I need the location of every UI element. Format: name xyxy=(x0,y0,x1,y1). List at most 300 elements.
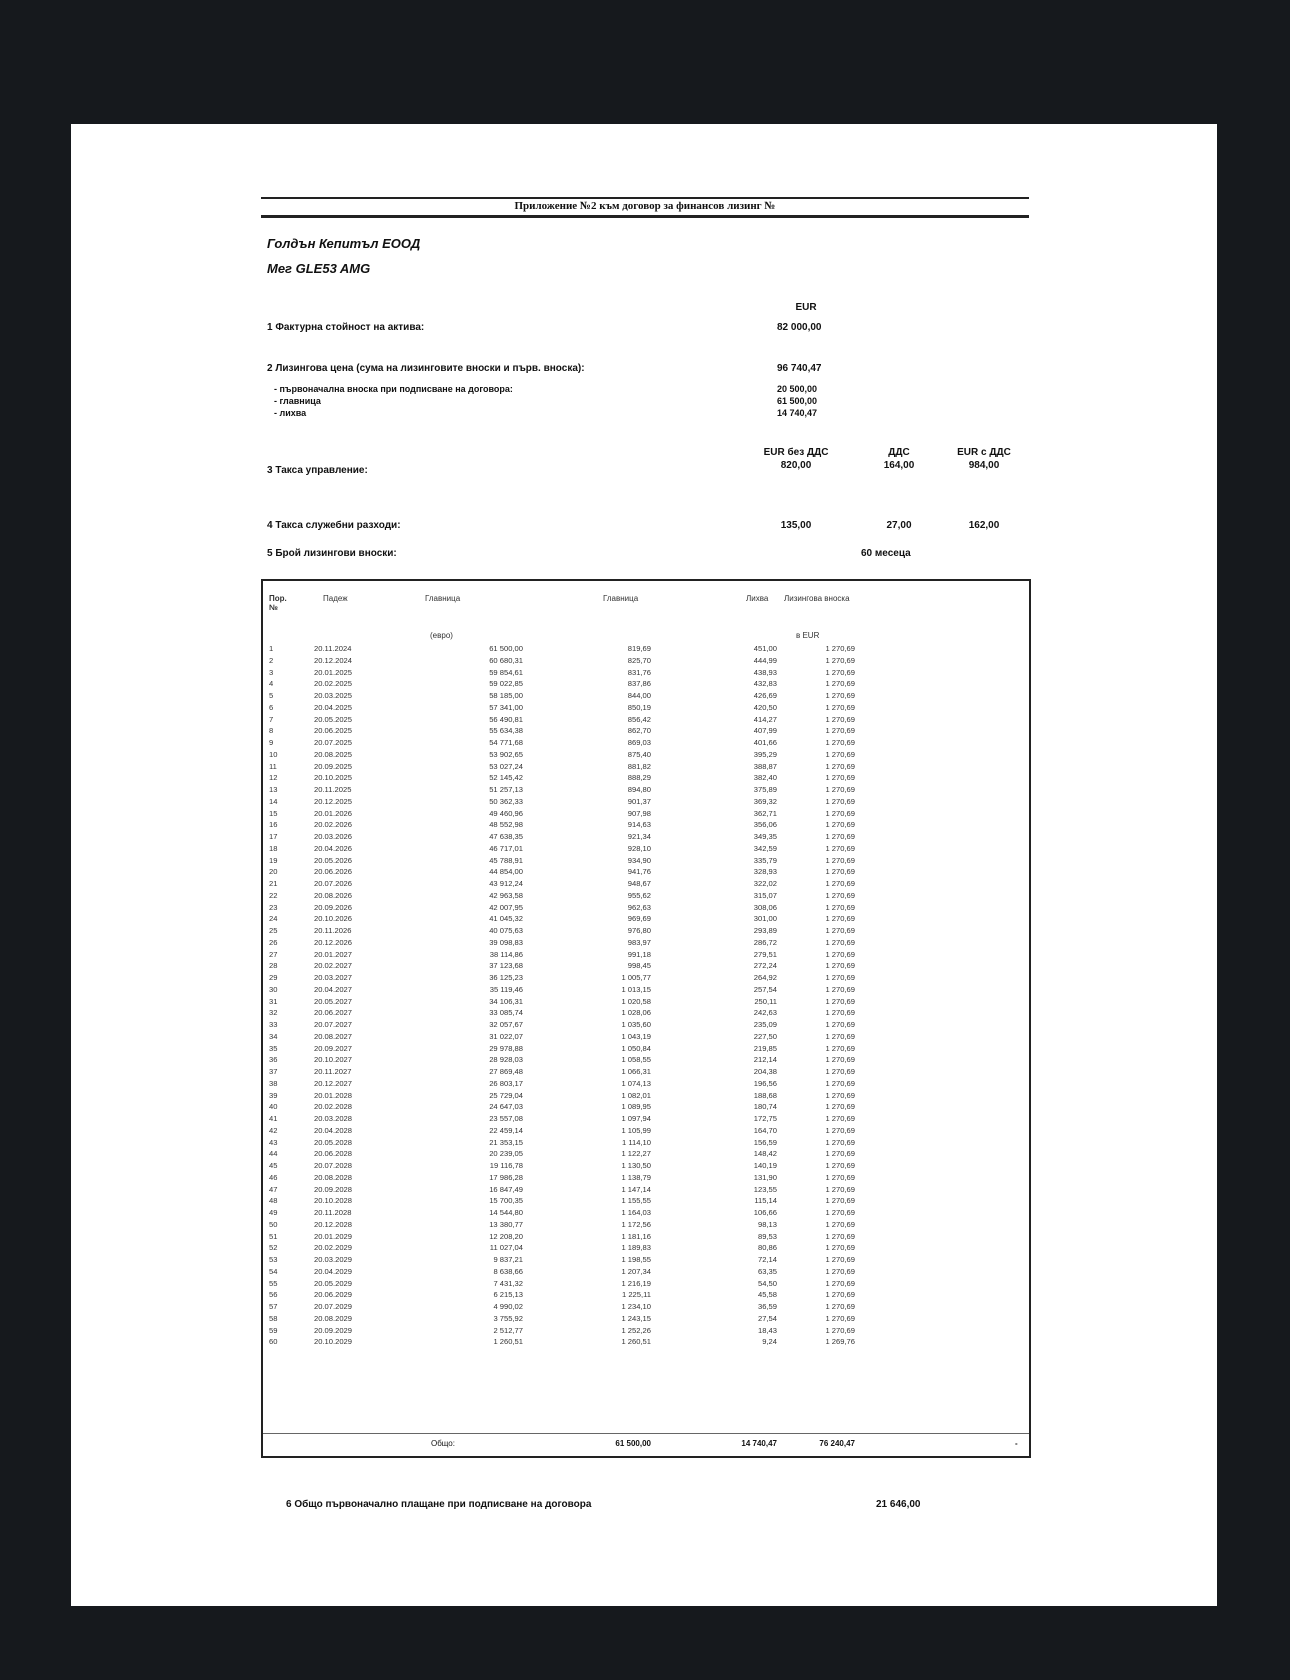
table-row xyxy=(263,1207,1029,1219)
row-no: 36 xyxy=(269,1055,278,1065)
row-principal: 907,98 xyxy=(627,808,651,818)
row-principal: 869,03 xyxy=(627,738,651,747)
table-row xyxy=(263,678,1029,690)
row-interest: 18,43 xyxy=(757,1325,777,1335)
row-lease-payment: 1 270,69 xyxy=(825,1231,855,1241)
row-interest: 362,71 xyxy=(753,808,777,818)
item6-value: 21 646,00 xyxy=(876,1499,921,1510)
schedule-table xyxy=(261,579,1031,1458)
row-lease-payment: 1 270,69 xyxy=(825,644,855,653)
row-no: 25 xyxy=(269,926,278,935)
row-principal: 1 130,50 xyxy=(621,1161,651,1170)
row-balance: 38 114,86 xyxy=(489,949,523,959)
row-balance: 15 700,35 xyxy=(489,1196,523,1206)
col-header-date: Падеж xyxy=(323,594,348,603)
table-row xyxy=(263,796,1029,808)
table-row xyxy=(263,1113,1029,1125)
row-principal: 1 181,16 xyxy=(621,1231,651,1241)
row-due-date: 20.02.2025 xyxy=(314,679,353,689)
row-lease-payment: 1 270,69 xyxy=(825,1137,855,1147)
row-due-date: 20.04.2028 xyxy=(314,1125,353,1135)
row-due-date: 20.11.2028 xyxy=(314,1208,352,1217)
row-due-date: 20.02.2029 xyxy=(314,1243,353,1253)
row-balance: 36 125,23 xyxy=(489,973,523,982)
row-principal: 1 234,10 xyxy=(621,1302,651,1311)
row-no: 37 xyxy=(269,1067,278,1076)
table-row xyxy=(263,1007,1029,1019)
row-due-date: 20.04.2025 xyxy=(314,702,353,712)
header-rule-top xyxy=(261,197,1029,199)
row-due-date: 20.08.2029 xyxy=(314,1313,353,1323)
row-balance: 45 788,91 xyxy=(489,855,523,865)
row-lease-payment: 1 270,69 xyxy=(825,691,855,700)
row-due-date: 20.02.2026 xyxy=(314,820,353,830)
document-title: Приложение №2 към договор за финансов лизинг № xyxy=(514,200,776,212)
row-interest: 315,07 xyxy=(753,890,777,900)
row-interest: 131,90 xyxy=(753,1172,777,1182)
table-row xyxy=(263,655,1029,667)
item4-label: 4 Такса служебни разходи: xyxy=(267,520,401,531)
row-due-date: 20.07.2025 xyxy=(314,738,353,747)
row-principal: 1 105,99 xyxy=(621,1125,651,1135)
item2-value: 96 740,47 xyxy=(777,363,822,374)
row-principal: 1 172,56 xyxy=(621,1219,651,1229)
row-principal: 825,70 xyxy=(627,655,651,665)
totals-label: Общо: xyxy=(431,1439,455,1448)
row-interest: 308,06 xyxy=(753,902,777,912)
row-due-date: 20.03.2028 xyxy=(314,1114,353,1123)
row-interest: 148,42 xyxy=(753,1149,777,1159)
row-no: 22 xyxy=(269,890,278,900)
table-row xyxy=(263,690,1029,702)
row-interest: 395,29 xyxy=(753,749,777,759)
row-principal: 998,45 xyxy=(627,961,651,971)
row-lease-payment: 1 270,69 xyxy=(825,973,855,982)
row-no: 59 xyxy=(269,1325,278,1335)
item5-value: 60 месеца xyxy=(861,548,911,559)
row-interest: 115,14 xyxy=(754,1196,777,1206)
row-principal: 1 050,84 xyxy=(621,1043,651,1053)
item4-net: 135,00 xyxy=(780,520,812,531)
row-interest: 54,50 xyxy=(757,1278,777,1288)
row-interest: 123,55 xyxy=(753,1184,777,1194)
row-balance: 2 512,77 xyxy=(493,1325,523,1335)
row-due-date: 20.07.2028 xyxy=(314,1161,353,1170)
row-due-date: 20.04.2029 xyxy=(314,1266,353,1276)
item1-value: 82 000,00 xyxy=(777,322,822,333)
row-lease-payment: 1 270,69 xyxy=(825,926,855,935)
row-due-date: 20.12.2027 xyxy=(314,1078,353,1088)
row-interest: 27,54 xyxy=(757,1313,777,1323)
col-header-balance: Главница xyxy=(425,594,461,603)
row-no: 17 xyxy=(269,832,278,841)
col-subheader-balance: (евро) xyxy=(430,631,453,640)
row-balance: 20 239,05 xyxy=(489,1149,523,1159)
row-due-date: 20.07.2027 xyxy=(314,1020,353,1029)
row-no: 14 xyxy=(269,796,278,806)
row-no: 47 xyxy=(269,1184,278,1194)
row-no: 51 xyxy=(269,1231,278,1241)
row-principal: 1 252,26 xyxy=(621,1325,651,1335)
row-interest: 286,72 xyxy=(753,937,777,947)
row-lease-payment: 1 270,69 xyxy=(825,1243,855,1253)
row-due-date: 20.10.2026 xyxy=(314,914,353,924)
table-row xyxy=(263,1054,1029,1066)
row-principal: 941,76 xyxy=(627,867,651,877)
row-lease-payment: 1 270,69 xyxy=(825,984,855,994)
row-principal: 962,63 xyxy=(627,902,651,912)
row-no: 8 xyxy=(269,726,274,736)
row-balance: 4 990,02 xyxy=(493,1302,523,1311)
row-due-date: 20.09.2027 xyxy=(314,1043,353,1053)
row-lease-payment: 1 270,69 xyxy=(825,1172,855,1182)
row-lease-payment: 1 270,69 xyxy=(825,796,855,806)
row-lease-payment: 1 270,69 xyxy=(825,679,855,689)
row-no: 35 xyxy=(269,1043,278,1053)
document-page xyxy=(71,124,1217,1606)
row-due-date: 20.05.2029 xyxy=(314,1278,353,1288)
table-row xyxy=(263,1019,1029,1031)
table-row xyxy=(263,1101,1029,1113)
row-interest: 72,14 xyxy=(757,1255,777,1264)
row-no: 12 xyxy=(269,773,278,783)
fee-header-net: EUR без ДДС xyxy=(763,447,829,458)
totals-interest: 14 740,47 xyxy=(741,1439,777,1448)
row-lease-payment: 1 270,69 xyxy=(825,749,855,759)
table-row xyxy=(263,902,1029,914)
row-principal: 983,97 xyxy=(627,937,651,947)
row-no: 27 xyxy=(269,949,278,959)
row-lease-payment: 1 270,69 xyxy=(825,1313,855,1323)
row-lease-payment: 1 270,69 xyxy=(825,655,855,665)
row-no: 55 xyxy=(269,1278,278,1288)
row-interest: 257,54 xyxy=(753,984,777,994)
table-row xyxy=(263,1148,1029,1160)
row-due-date: 20.07.2026 xyxy=(314,879,353,888)
row-balance: 14 544,80 xyxy=(489,1208,523,1217)
table-row xyxy=(263,1289,1029,1301)
item2-part-label: - лихва xyxy=(274,408,307,418)
row-principal: 856,42 xyxy=(627,714,651,724)
row-no: 3 xyxy=(269,667,274,677)
row-balance: 31 022,07 xyxy=(489,1031,523,1041)
row-balance: 39 098,83 xyxy=(489,937,523,947)
row-interest: 293,89 xyxy=(753,926,777,935)
row-no: 6 xyxy=(269,702,274,712)
table-row xyxy=(263,1125,1029,1137)
row-balance: 57 341,00 xyxy=(489,702,523,712)
row-due-date: 20.12.2026 xyxy=(314,937,353,947)
row-due-date: 20.01.2028 xyxy=(314,1090,353,1100)
row-balance: 56 490,81 xyxy=(489,714,523,724)
row-no: 53 xyxy=(269,1255,278,1264)
table-row xyxy=(263,784,1029,796)
row-principal: 881,82 xyxy=(627,761,651,771)
table-row xyxy=(263,1160,1029,1172)
row-principal: 1 147,14 xyxy=(621,1184,651,1194)
row-no: 60 xyxy=(269,1337,278,1347)
row-interest: 106,66 xyxy=(753,1208,777,1217)
row-balance: 52 145,42 xyxy=(489,773,523,783)
table-row xyxy=(263,984,1029,996)
row-lease-payment: 1 270,69 xyxy=(825,1055,855,1065)
row-balance: 22 459,14 xyxy=(489,1125,523,1135)
table-row xyxy=(263,808,1029,820)
row-interest: 180,74 xyxy=(753,1102,777,1112)
row-interest: 98,13 xyxy=(757,1219,777,1229)
row-lease-payment: 1 270,69 xyxy=(825,914,855,924)
row-no: 29 xyxy=(269,973,278,982)
item1-label: 1 Фактурна стойност на актива: xyxy=(267,322,425,333)
row-balance: 12 208,20 xyxy=(489,1231,523,1241)
row-principal: 875,40 xyxy=(627,749,651,759)
table-row xyxy=(263,831,1029,843)
table-row xyxy=(263,667,1029,679)
row-principal: 1 058,55 xyxy=(621,1055,651,1065)
totals-principal: 61 500,00 xyxy=(615,1439,651,1448)
row-principal: 928,10 xyxy=(627,843,651,853)
row-principal: 831,76 xyxy=(627,667,651,677)
row-principal: 1 114,10 xyxy=(622,1137,651,1147)
row-due-date: 20.12.2024 xyxy=(314,655,353,665)
row-lease-payment: 1 270,69 xyxy=(825,820,855,830)
row-interest: 444,99 xyxy=(753,655,777,665)
row-lease-payment: 1 270,69 xyxy=(825,702,855,712)
table-row xyxy=(263,937,1029,949)
row-balance: 32 057,67 xyxy=(489,1020,523,1029)
row-interest: 80,86 xyxy=(757,1243,777,1253)
row-no: 56 xyxy=(269,1290,278,1300)
row-balance: 13 380,77 xyxy=(489,1219,523,1229)
row-lease-payment: 1 269,76 xyxy=(825,1337,855,1347)
col-header-lease: Лизингова вноска xyxy=(784,594,850,603)
row-lease-payment: 1 270,69 xyxy=(825,961,855,971)
row-interest: 356,06 xyxy=(753,820,777,830)
row-interest: 342,59 xyxy=(753,843,777,853)
fee-header-vat: ДДС xyxy=(888,447,910,458)
col-subheader-lease: в EUR xyxy=(796,631,820,640)
row-no: 52 xyxy=(269,1243,278,1253)
row-principal: 921,34 xyxy=(627,832,651,841)
table-row xyxy=(263,643,1029,655)
row-principal: 955,62 xyxy=(627,890,651,900)
row-balance: 35 119,46 xyxy=(489,984,523,994)
row-no: 28 xyxy=(269,961,278,971)
row-due-date: 20.02.2028 xyxy=(314,1102,353,1112)
row-balance: 46 717,01 xyxy=(489,843,523,853)
row-balance: 41 045,32 xyxy=(489,914,523,924)
row-interest: 272,24 xyxy=(753,961,777,971)
row-due-date: 20.09.2029 xyxy=(314,1325,353,1335)
row-interest: 451,00 xyxy=(753,644,777,653)
table-row xyxy=(263,714,1029,726)
row-balance: 17 986,28 xyxy=(489,1172,523,1182)
item6-label: 6 Общо първоначално плащане при подписване на договора xyxy=(286,1499,592,1510)
row-interest: 438,93 xyxy=(753,667,777,677)
row-due-date: 20.10.2029 xyxy=(314,1337,353,1347)
row-due-date: 20.11.2026 xyxy=(314,926,352,935)
row-balance: 23 557,08 xyxy=(489,1114,523,1123)
totals-lease: 76 240,47 xyxy=(819,1439,855,1448)
row-no: 21 xyxy=(269,879,278,888)
row-due-date: 20.08.2028 xyxy=(314,1172,353,1182)
row-due-date: 20.01.2029 xyxy=(314,1231,353,1241)
table-row xyxy=(263,960,1029,972)
totals-dash: - xyxy=(1015,1439,1018,1448)
item2-label: 2 Лизингова цена (сума на лизинговите вноски и първ. вноска): xyxy=(267,363,585,374)
item2-part-value: 20 500,00 xyxy=(777,384,818,394)
row-interest: 227,50 xyxy=(753,1031,777,1041)
row-principal: 837,86 xyxy=(627,679,651,689)
row-interest: 279,51 xyxy=(753,949,777,959)
col-header-interest: Лихва xyxy=(746,594,769,603)
row-lease-payment: 1 270,69 xyxy=(825,761,855,771)
row-principal: 1 074,13 xyxy=(621,1078,651,1088)
row-interest: 382,40 xyxy=(753,773,777,783)
row-principal: 976,80 xyxy=(627,926,651,935)
row-lease-payment: 1 270,69 xyxy=(825,1008,855,1018)
col-header-principal: Главница xyxy=(603,594,639,603)
row-balance: 42 963,58 xyxy=(489,890,523,900)
table-row xyxy=(263,1090,1029,1102)
row-lease-payment: 1 270,69 xyxy=(825,785,855,794)
row-interest: 264,92 xyxy=(753,973,777,982)
row-principal: 819,69 xyxy=(627,644,651,653)
row-no: 54 xyxy=(269,1266,278,1276)
row-no: 9 xyxy=(269,738,274,747)
row-interest: 349,35 xyxy=(753,832,777,841)
row-lease-payment: 1 270,69 xyxy=(825,890,855,900)
row-interest: 250,11 xyxy=(754,996,777,1006)
row-interest: 156,59 xyxy=(753,1137,777,1147)
row-interest: 426,69 xyxy=(753,691,777,700)
row-due-date: 20.05.2027 xyxy=(314,996,353,1006)
row-principal: 1 013,15 xyxy=(621,984,651,994)
row-balance: 58 185,00 xyxy=(489,691,523,700)
row-due-date: 20.06.2027 xyxy=(314,1008,353,1018)
row-balance: 49 460,96 xyxy=(489,808,523,818)
row-lease-payment: 1 270,69 xyxy=(825,667,855,677)
row-due-date: 20.08.2027 xyxy=(314,1031,353,1041)
row-due-date: 20.12.2028 xyxy=(314,1219,353,1229)
row-no: 44 xyxy=(269,1149,278,1159)
row-due-date: 20.04.2027 xyxy=(314,984,353,994)
row-no: 32 xyxy=(269,1008,278,1018)
row-no: 24 xyxy=(269,914,278,924)
row-no: 18 xyxy=(269,843,278,853)
row-principal: 1 020,58 xyxy=(621,996,651,1006)
row-due-date: 20.11.2024 xyxy=(314,644,352,653)
row-balance: 19 116,78 xyxy=(489,1161,523,1170)
row-lease-payment: 1 270,69 xyxy=(825,1196,855,1206)
row-balance: 25 729,04 xyxy=(489,1090,523,1100)
row-due-date: 20.04.2026 xyxy=(314,843,353,853)
row-balance: 9 837,21 xyxy=(493,1255,523,1264)
table-row xyxy=(263,1325,1029,1337)
row-lease-payment: 1 270,69 xyxy=(825,1090,855,1100)
table-row xyxy=(263,925,1029,937)
row-interest: 172,75 xyxy=(753,1114,777,1123)
row-principal: 1 207,34 xyxy=(621,1266,651,1276)
row-interest: 212,14 xyxy=(753,1055,777,1065)
row-principal: 862,70 xyxy=(627,726,651,736)
row-lease-payment: 1 270,69 xyxy=(825,1208,855,1217)
row-lease-payment: 1 270,69 xyxy=(825,855,855,865)
row-due-date: 20.06.2025 xyxy=(314,726,353,736)
row-principal: 894,80 xyxy=(627,785,651,794)
row-due-date: 20.05.2026 xyxy=(314,855,353,865)
table-row xyxy=(263,1254,1029,1266)
row-lease-payment: 1 270,69 xyxy=(825,949,855,959)
table-row xyxy=(263,1231,1029,1243)
row-lease-payment: 1 270,69 xyxy=(825,1125,855,1135)
row-principal: 948,67 xyxy=(627,879,651,888)
row-balance: 53 902,65 xyxy=(489,749,523,759)
row-balance: 55 634,38 xyxy=(489,726,523,736)
row-principal: 1 155,55 xyxy=(621,1196,651,1206)
table-row xyxy=(263,949,1029,961)
row-due-date: 20.11.2027 xyxy=(314,1067,352,1076)
item5-label: 5 Брой лизингови вноски: xyxy=(267,548,397,559)
row-no: 20 xyxy=(269,867,278,877)
row-lease-payment: 1 270,69 xyxy=(825,1290,855,1300)
row-lease-payment: 1 270,69 xyxy=(825,996,855,1006)
row-balance: 37 123,68 xyxy=(489,961,523,971)
row-principal: 914,63 xyxy=(627,820,651,830)
row-no: 19 xyxy=(269,855,278,865)
row-principal: 1 122,27 xyxy=(621,1149,651,1159)
row-balance: 34 106,31 xyxy=(489,996,523,1006)
row-balance: 42 007,95 xyxy=(489,902,523,912)
row-due-date: 20.08.2026 xyxy=(314,890,353,900)
table-row xyxy=(263,1184,1029,1196)
row-principal: 850,19 xyxy=(627,702,651,712)
row-interest: 369,32 xyxy=(753,796,777,806)
row-balance: 53 027,24 xyxy=(489,761,523,771)
row-lease-payment: 1 270,69 xyxy=(825,843,855,853)
item2-part-label: - главница xyxy=(274,396,321,406)
row-principal: 1 043,19 xyxy=(621,1031,651,1041)
row-due-date: 20.09.2025 xyxy=(314,761,353,771)
row-interest: 196,56 xyxy=(753,1078,777,1088)
row-no: 41 xyxy=(269,1114,278,1123)
row-interest: 89,53 xyxy=(757,1231,777,1241)
table-row xyxy=(263,702,1029,714)
item3-gross: 984,00 xyxy=(968,460,1000,471)
table-row xyxy=(263,1137,1029,1149)
row-lease-payment: 1 270,69 xyxy=(825,1149,855,1159)
row-interest: 420,50 xyxy=(753,702,777,712)
table-row xyxy=(263,1313,1029,1325)
table-row xyxy=(263,1242,1029,1254)
row-no: 50 xyxy=(269,1219,278,1229)
row-lease-payment: 1 270,69 xyxy=(825,1114,855,1123)
item4-gross: 162,00 xyxy=(968,520,1000,531)
row-no: 33 xyxy=(269,1020,278,1029)
row-balance: 59 854,61 xyxy=(489,667,523,677)
row-lease-payment: 1 270,69 xyxy=(825,867,855,877)
row-no: 45 xyxy=(269,1161,278,1170)
table-row xyxy=(263,1031,1029,1043)
row-due-date: 20.12.2025 xyxy=(314,796,353,806)
row-no: 39 xyxy=(269,1090,278,1100)
table-row xyxy=(263,972,1029,984)
row-no: 30 xyxy=(269,984,278,994)
row-balance: 50 362,33 xyxy=(489,796,523,806)
row-principal: 1 082,01 xyxy=(621,1090,651,1100)
fee-header-gross: EUR с ДДС xyxy=(957,447,1011,458)
row-interest: 242,63 xyxy=(753,1008,777,1018)
